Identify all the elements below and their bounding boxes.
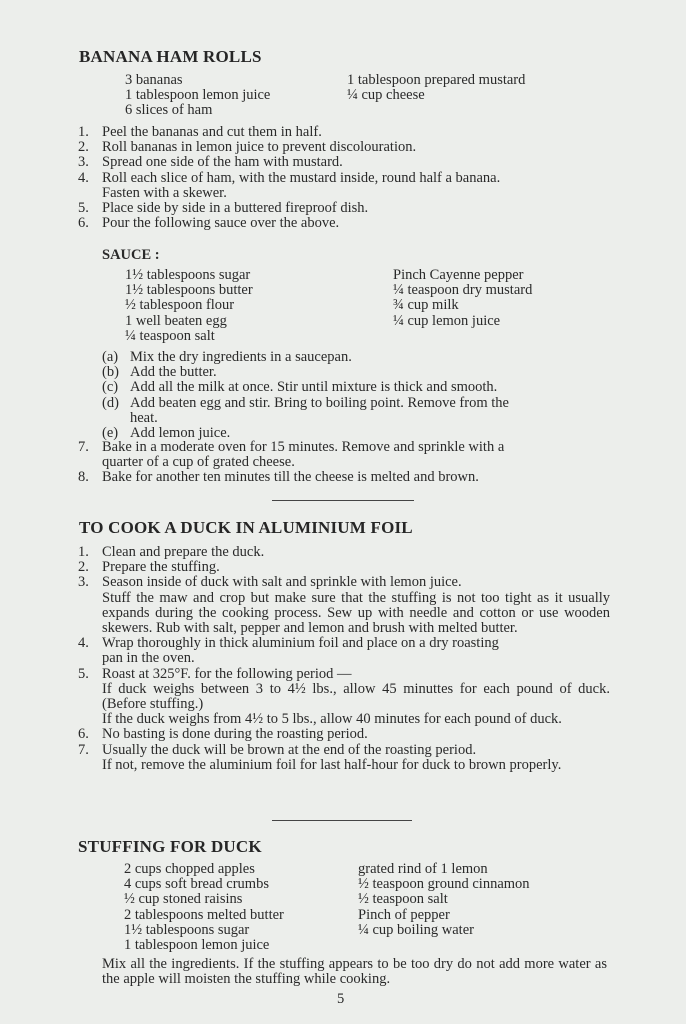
ingredient: ¼ teaspoon dry mustard bbox=[393, 282, 533, 299]
sauce-step bbox=[102, 350, 618, 365]
step bbox=[78, 636, 610, 666]
duck-foil-title: TO COOK A DUCK IN ALUMINIUM FOIL bbox=[79, 518, 413, 537]
step bbox=[78, 140, 618, 155]
step-number: 1. bbox=[78, 544, 89, 560]
step-number: 5. bbox=[78, 200, 89, 217]
ingredient: ¼ teaspoon salt bbox=[125, 327, 215, 344]
banana-steps bbox=[78, 125, 618, 231]
step-number: 5. bbox=[78, 665, 89, 682]
step-number: (d) bbox=[102, 394, 119, 411]
step bbox=[78, 560, 610, 575]
sauce-step bbox=[102, 365, 618, 380]
ingredient: 1½ tablespoons sugar bbox=[125, 267, 251, 283]
sauce-step bbox=[102, 380, 618, 395]
step bbox=[78, 201, 618, 216]
step-text: Add the butter. bbox=[130, 364, 217, 381]
step-number: 8. bbox=[78, 469, 89, 486]
step-continuation: If duck weighs between 3 to 4½ lbs., allow 45 minuttes for each pound of duck. (Before stuffing.) bbox=[102, 680, 610, 713]
banana-ham-rolls-title: BANANA HAM ROLLS bbox=[79, 47, 262, 66]
banana-ingredients-right bbox=[347, 73, 525, 103]
ingredient: 1 tablespoon lemon juice bbox=[124, 937, 270, 954]
step-number: 1. bbox=[78, 124, 89, 140]
step-text: Add lemon juice. bbox=[130, 425, 231, 442]
step-continuation: If not, remove the aluminium foil for last half-hour for duck to brown properly. bbox=[102, 756, 562, 773]
step-number: (c) bbox=[102, 379, 119, 396]
ingredient: 3 bananas bbox=[125, 72, 183, 88]
section-divider bbox=[272, 500, 414, 501]
step bbox=[78, 171, 618, 201]
ingredient: ½ teaspoon ground cinnamon bbox=[358, 876, 530, 893]
step-text: Usually the duck will be brown at the end of the roasting period. bbox=[102, 741, 477, 758]
sauce-step bbox=[102, 396, 618, 426]
step bbox=[78, 575, 610, 636]
step-continuation: pan in the oven. bbox=[102, 650, 195, 667]
ingredient: ¼ cup boiling water bbox=[358, 921, 474, 938]
ingredient: 1 tablespoon lemon juice bbox=[125, 87, 271, 104]
step-number: 4. bbox=[78, 635, 89, 652]
step-text: Roast at 325°F. for the following period — bbox=[102, 665, 352, 682]
step-text: Add all the milk at once. Stir until mixture is thick and smooth. bbox=[130, 379, 498, 396]
step-number: 6. bbox=[78, 726, 89, 743]
ingredient: 4 cups soft bread crumbs bbox=[124, 876, 269, 893]
section-divider bbox=[272, 820, 412, 821]
step-continuation: Stuff the maw and crop but make sure that the stuffing is not too tight as it usually expands during the cooking process. Sew up with needle and cotton or use wooden skewers. Rub with salt, pepper and lemon and brush with melted butter. bbox=[102, 589, 610, 637]
ingredient: ¼ cup cheese bbox=[347, 87, 425, 104]
step bbox=[78, 470, 618, 485]
step bbox=[78, 743, 610, 773]
step-number: (a) bbox=[102, 349, 119, 365]
sauce-ingredients-left bbox=[125, 268, 253, 344]
ingredient: ¼ cup lemon juice bbox=[393, 312, 501, 329]
ingredient: ¾ cup milk bbox=[393, 297, 459, 314]
ingredient: ½ tablespoon flour bbox=[125, 297, 235, 314]
step-number: 4. bbox=[78, 169, 89, 186]
step-continuation: heat. bbox=[130, 409, 158, 426]
step bbox=[78, 727, 610, 742]
step bbox=[78, 545, 610, 560]
stuffing-ingredients-left bbox=[124, 862, 284, 953]
duck-steps bbox=[78, 545, 610, 773]
step-number: (b) bbox=[102, 364, 119, 381]
step-continuation: If the duck weighs from 4½ to 5 lbs., allow 40 minutes for each pound of duck. bbox=[102, 711, 562, 728]
banana-ingredients-left bbox=[125, 73, 270, 119]
step bbox=[78, 440, 618, 470]
step-text: Peel the bananas and cut them in half. bbox=[102, 124, 322, 140]
step-text: Prepare the stuffing. bbox=[102, 559, 220, 576]
stuffing-ingredients-right bbox=[358, 862, 530, 938]
stuffing-note: Mix all the ingredients. If the stuffing appears to be too dry do not add more water as the apple will moisten the stuffing while cooking. bbox=[102, 956, 607, 988]
step-text: Mix the dry ingredients in a saucepan. bbox=[130, 349, 352, 365]
step-number: (e) bbox=[102, 425, 119, 442]
ingredient: grated rind of 1 lemon bbox=[358, 861, 488, 877]
step-number: 7. bbox=[78, 741, 89, 758]
step bbox=[78, 216, 618, 231]
step-continuation: Fasten with a skewer. bbox=[102, 184, 227, 201]
ingredient: Pinch of pepper bbox=[358, 906, 450, 923]
step-text: Bake in a moderate oven for 15 minutes. Remove and sprinkle with a bbox=[102, 439, 505, 455]
step-number: 3. bbox=[78, 154, 89, 171]
step-text: Place side by side in a buttered fireproof dish. bbox=[102, 200, 369, 217]
step-text: Clean and prepare the duck. bbox=[102, 544, 265, 560]
step-text: Spread one side of the ham with mustard. bbox=[102, 154, 343, 171]
ingredient: ½ cup stoned raisins bbox=[124, 891, 243, 908]
step bbox=[78, 125, 618, 140]
step-number: 3. bbox=[78, 574, 89, 591]
step-number: 2. bbox=[78, 559, 89, 576]
step bbox=[78, 667, 610, 728]
ingredient: 2 cups chopped apples bbox=[124, 861, 255, 877]
sauce-ingredients-right bbox=[393, 268, 532, 329]
step-continuation: quarter of a cup of grated cheese. bbox=[102, 454, 295, 471]
ingredient: 1 tablespoon prepared mustard bbox=[347, 72, 526, 88]
step bbox=[78, 155, 618, 170]
sauce-steps bbox=[102, 350, 618, 441]
banana-steps-final bbox=[78, 440, 618, 486]
sauce-label: SAUCE : bbox=[102, 247, 160, 263]
ingredient: 2 tablespoons melted butter bbox=[124, 906, 284, 923]
step-number: 6. bbox=[78, 215, 89, 232]
step-text: Add beaten egg and stir. Bring to boiling point. Remove from the bbox=[130, 394, 509, 411]
ingredient: 6 slices of ham bbox=[125, 102, 213, 119]
step-text: Wrap thoroughly in thick aluminium foil and place on a dry roasting bbox=[102, 635, 499, 652]
step-text: Roll bananas in lemon juice to prevent discolouration. bbox=[102, 139, 417, 156]
page-number: 5 bbox=[337, 991, 345, 1007]
ingredient: 1½ tablespoons sugar bbox=[124, 921, 250, 938]
step-text: Pour the following sauce over the above. bbox=[102, 215, 340, 232]
step-number: 2. bbox=[78, 139, 89, 156]
step-text: No basting is done during the roasting period. bbox=[102, 726, 368, 743]
step-text: Roll each slice of ham, with the mustard inside, round half a banana. bbox=[102, 169, 501, 186]
ingredient: Pinch Cayenne pepper bbox=[393, 267, 524, 283]
ingredient: ½ teaspoon salt bbox=[358, 891, 448, 908]
step-text: Season inside of duck with salt and sprinkle with lemon juice. bbox=[102, 574, 462, 591]
ingredient: 1 well beaten egg bbox=[125, 312, 227, 329]
step-number: 7. bbox=[78, 439, 89, 455]
ingredient: 1½ tablespoons butter bbox=[125, 282, 253, 299]
stuffing-title: STUFFING FOR DUCK bbox=[78, 837, 262, 856]
step-text: Bake for another ten minutes till the cheese is melted and brown. bbox=[102, 469, 479, 486]
